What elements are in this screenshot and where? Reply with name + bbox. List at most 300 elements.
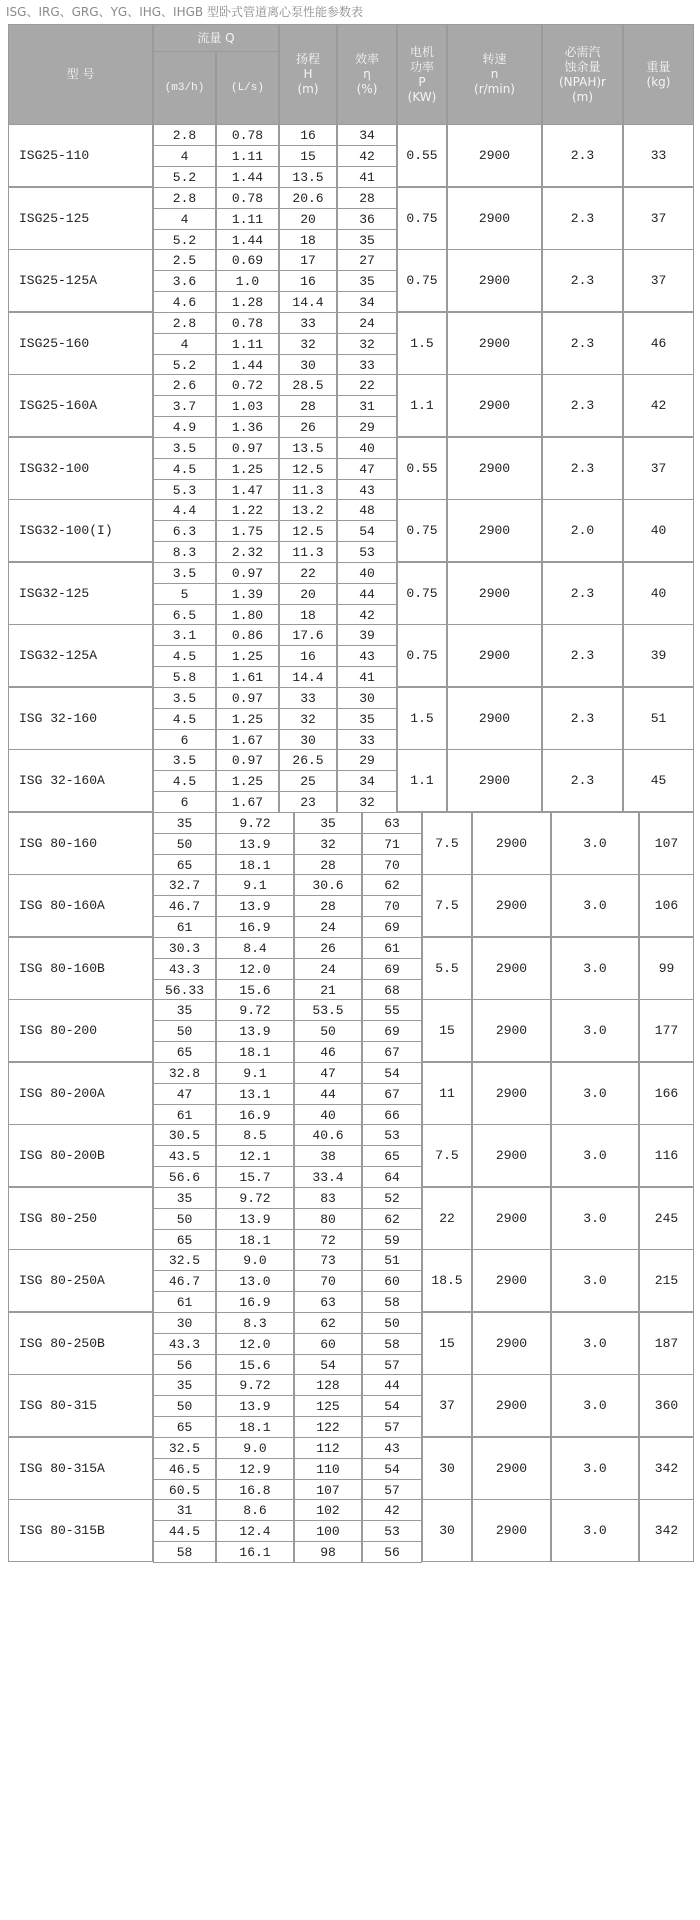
flow-m3h-cell xyxy=(153,249,216,271)
speed-cell-text: 2900 xyxy=(495,898,528,913)
weight-cell-text: 37 xyxy=(650,211,667,226)
weight-cell-text: 40 xyxy=(650,523,667,538)
head-cell-text: 28.5 xyxy=(292,377,324,393)
weight-cell xyxy=(623,124,694,187)
head-cell xyxy=(294,1124,362,1146)
flow-m3h-cell-text: 4 xyxy=(180,211,189,227)
flow-m3h-cell-text: 50 xyxy=(176,836,193,852)
efficiency-cell-text: 62 xyxy=(384,877,400,893)
flow-ls-cell-text: 0.97 xyxy=(231,440,264,456)
speed-cell xyxy=(447,312,542,375)
flow-ls-cell xyxy=(216,812,294,834)
flow-ls-cell-text: 1.44 xyxy=(231,357,264,373)
head-cell xyxy=(279,249,337,271)
flow-m3h-cell-text: 65 xyxy=(176,1044,193,1060)
header-model-text: 型 号 xyxy=(66,67,95,81)
flow-ls-cell xyxy=(216,958,294,980)
head-cell xyxy=(294,1166,362,1188)
flow-m3h-cell-text: 50 xyxy=(176,1398,193,1414)
speed-cell xyxy=(447,187,542,250)
flow-m3h-cell xyxy=(153,1416,216,1438)
flow-ls-cell xyxy=(216,499,279,521)
efficiency-cell-text: 71 xyxy=(384,836,400,852)
efficiency-cell xyxy=(362,895,422,917)
efficiency-cell-text: 58 xyxy=(384,1336,400,1352)
head-cell xyxy=(294,1479,362,1501)
flow-ls-cell-text: 1.11 xyxy=(231,336,264,352)
head-cell xyxy=(279,541,337,563)
efficiency-cell-text: 24 xyxy=(359,315,375,331)
efficiency-cell-text: 33 xyxy=(359,357,375,373)
head-cell-text: 28 xyxy=(320,857,336,873)
efficiency-cell xyxy=(337,562,397,584)
flow-ls-cell-text: 13.9 xyxy=(239,1023,271,1039)
flow-m3h-cell xyxy=(153,124,216,146)
flow-ls-cell xyxy=(216,770,279,792)
head-cell xyxy=(279,645,337,667)
flow-m3h-cell-text: 32.8 xyxy=(168,1065,201,1081)
flow-m3h-cell-text: 46.7 xyxy=(168,1273,201,1289)
flow-ls-cell xyxy=(216,1208,294,1230)
power-cell xyxy=(422,1124,472,1187)
power-cell xyxy=(422,1499,472,1562)
head-cell-text: 26 xyxy=(320,940,336,956)
flow-m3h-cell xyxy=(153,166,216,188)
head-cell-text: 28 xyxy=(320,898,336,914)
head-cell-text: 33 xyxy=(300,315,316,331)
efficiency-cell-text: 67 xyxy=(384,1044,400,1060)
flow-ls-cell-text: 1.67 xyxy=(231,794,264,810)
efficiency-cell-text: 29 xyxy=(359,752,375,768)
head-cell-text: 33 xyxy=(300,690,316,706)
efficiency-cell xyxy=(362,1187,422,1209)
efficiency-cell xyxy=(362,1520,422,1542)
flow-ls-cell-text: 18.1 xyxy=(239,1232,271,1248)
power-cell-text: 0.75 xyxy=(406,211,438,226)
model-cell-text: ISG32-125 xyxy=(19,586,90,601)
header-npsh xyxy=(542,24,623,125)
npsh-cell xyxy=(551,1374,639,1437)
efficiency-cell-text: 53 xyxy=(359,544,375,560)
flow-m3h-cell xyxy=(153,520,216,542)
flow-ls-cell-text: 18.1 xyxy=(239,1419,271,1435)
model-cell xyxy=(8,1437,153,1500)
head-cell xyxy=(294,1458,362,1480)
head-cell xyxy=(294,1291,362,1313)
flow-ls-cell-text: 0.86 xyxy=(231,627,264,643)
flow-ls-cell-text: 9.0 xyxy=(243,1440,267,1456)
flow-m3h-cell xyxy=(153,1395,216,1417)
flow-ls-cell-text: 9.72 xyxy=(239,1190,271,1206)
flow-m3h-cell-text: 3.1 xyxy=(172,627,197,643)
head-cell-text: 112 xyxy=(316,1440,340,1456)
head-cell-text: 62 xyxy=(320,1315,336,1331)
flow-ls-cell xyxy=(216,583,279,605)
flow-ls-cell-text: 1.11 xyxy=(231,148,264,164)
head-cell xyxy=(279,333,337,355)
head-cell-text: 30 xyxy=(300,732,316,748)
flow-m3h-cell xyxy=(153,791,216,813)
npsh-cell-text: 3.0 xyxy=(583,1398,607,1413)
head-cell xyxy=(294,1249,362,1271)
flow-m3h-cell-text: 3.5 xyxy=(172,440,197,456)
flow-m3h-cell-text: 30.3 xyxy=(168,940,201,956)
head-cell xyxy=(294,1145,362,1167)
model-cell-text: ISG32-100 xyxy=(19,461,90,476)
power-cell-text: 22 xyxy=(439,1211,455,1226)
flow-m3h-cell-text: 65 xyxy=(176,1232,193,1248)
flow-m3h-cell xyxy=(153,624,216,646)
efficiency-cell-text: 58 xyxy=(384,1294,400,1310)
flow-ls-cell xyxy=(216,229,279,251)
weight-cell xyxy=(623,499,694,562)
weight-cell xyxy=(623,374,694,437)
head-cell-text: 16 xyxy=(300,273,316,289)
model-cell-text: ISG 80-200B xyxy=(19,1148,105,1163)
efficiency-cell xyxy=(362,1458,422,1480)
header-speed xyxy=(447,24,542,125)
head-cell xyxy=(279,145,337,167)
flow-m3h-cell-text: 6 xyxy=(180,732,189,748)
power-cell-text: 7.5 xyxy=(435,836,459,851)
flow-m3h-cell xyxy=(153,749,216,771)
flow-m3h-cell xyxy=(153,416,216,438)
flow-m3h-cell-text: 5.2 xyxy=(172,232,197,248)
flow-m3h-cell xyxy=(153,833,216,855)
flow-m3h-cell-text: 31 xyxy=(176,1502,193,1518)
head-cell-text: 110 xyxy=(316,1461,340,1477)
flow-m3h-cell xyxy=(153,1374,216,1396)
power-cell xyxy=(397,499,447,562)
head-cell xyxy=(294,1104,362,1126)
npsh-cell xyxy=(551,1124,639,1187)
speed-cell-text: 2900 xyxy=(495,961,528,976)
efficiency-cell-text: 52 xyxy=(384,1190,400,1206)
weight-cell xyxy=(639,1249,694,1312)
flow-ls-cell-text: 12.0 xyxy=(239,1336,271,1352)
efficiency-cell-text: 31 xyxy=(359,398,375,414)
model-cell xyxy=(8,499,153,562)
flow-ls-cell xyxy=(216,1124,294,1146)
model-cell xyxy=(8,312,153,375)
head-cell-text: 12.5 xyxy=(292,523,324,539)
efficiency-cell xyxy=(362,1104,422,1126)
head-cell-text: 72 xyxy=(320,1232,336,1248)
head-cell-text: 23 xyxy=(300,794,316,810)
flow-m3h-cell-text: 50 xyxy=(176,1023,193,1039)
efficiency-cell-text: 69 xyxy=(384,961,400,977)
head-cell xyxy=(294,874,362,896)
flow-ls-cell-text: 1.75 xyxy=(231,523,264,539)
flow-m3h-cell xyxy=(153,562,216,584)
speed-cell xyxy=(447,374,542,437)
header-power-text: 电机 功率 P (KW) xyxy=(407,44,437,104)
flow-ls-cell xyxy=(216,1374,294,1396)
flow-ls-cell xyxy=(216,416,279,438)
flow-ls-cell-text: 1.36 xyxy=(231,419,264,435)
power-cell-text: 11 xyxy=(439,1086,455,1101)
weight-cell-text: 51 xyxy=(650,711,667,726)
flow-m3h-cell-text: 8.3 xyxy=(172,544,197,560)
flow-m3h-cell-text: 4.5 xyxy=(172,648,197,664)
flow-m3h-cell xyxy=(153,1041,216,1063)
flow-m3h-cell xyxy=(153,479,216,501)
flow-ls-cell-text: 8.3 xyxy=(243,1315,267,1331)
head-cell xyxy=(279,729,337,751)
efficiency-cell-text: 43 xyxy=(384,1440,400,1456)
efficiency-cell-text: 54 xyxy=(359,523,375,539)
weight-cell-text: 99 xyxy=(658,961,675,976)
power-cell-text: 0.75 xyxy=(406,586,438,601)
power-cell xyxy=(422,812,472,875)
pump-performance-table xyxy=(8,24,694,1914)
flow-ls-cell-text: 0.72 xyxy=(231,377,264,393)
flow-ls-cell xyxy=(216,166,279,188)
flow-ls-cell-text: 9.72 xyxy=(239,1002,271,1018)
power-cell-text: 7.5 xyxy=(435,1148,459,1163)
flow-m3h-cell xyxy=(153,1124,216,1146)
head-cell-text: 47 xyxy=(320,1065,336,1081)
head-cell xyxy=(294,1437,362,1459)
efficiency-cell-text: 32 xyxy=(359,794,375,810)
flow-m3h-cell xyxy=(153,937,216,959)
speed-cell-text: 2900 xyxy=(478,148,511,163)
flow-ls-cell-text: 0.78 xyxy=(231,315,264,331)
model-cell-text: ISG 80-315B xyxy=(19,1523,105,1538)
efficiency-cell-text: 47 xyxy=(359,461,375,477)
efficiency-cell-text: 61 xyxy=(384,940,400,956)
flow-ls-cell xyxy=(216,1291,294,1313)
flow-ls-cell xyxy=(216,145,279,167)
head-cell xyxy=(279,312,337,334)
flow-ls-cell xyxy=(216,666,279,688)
flow-ls-cell-text: 1.80 xyxy=(231,607,264,623)
efficiency-cell xyxy=(362,1041,422,1063)
head-cell-text: 13.5 xyxy=(292,440,324,456)
weight-cell xyxy=(623,687,694,750)
flow-ls-cell xyxy=(216,645,279,667)
model-cell xyxy=(8,937,153,1000)
head-cell-text: 20 xyxy=(300,586,316,602)
flow-ls-cell xyxy=(216,1062,294,1084)
head-cell xyxy=(294,1520,362,1542)
flow-m3h-cell-text: 56 xyxy=(176,1357,193,1373)
speed-cell-text: 2900 xyxy=(495,1523,528,1538)
header-flow-ls-text: (L/s) xyxy=(230,81,264,94)
flow-ls-cell xyxy=(216,1270,294,1292)
head-cell-text: 50 xyxy=(320,1023,336,1039)
model-cell-text: ISG 80-250B xyxy=(19,1336,105,1351)
flow-ls-cell xyxy=(216,1083,294,1105)
power-cell-text: 0.75 xyxy=(406,523,438,538)
efficiency-cell-text: 44 xyxy=(359,586,375,602)
flow-m3h-cell xyxy=(153,1499,216,1521)
efficiency-cell-text: 53 xyxy=(384,1523,400,1539)
weight-cell xyxy=(623,624,694,687)
flow-m3h-cell xyxy=(153,374,216,396)
head-cell xyxy=(294,916,362,938)
npsh-cell xyxy=(551,1062,639,1125)
head-cell-text: 32 xyxy=(300,336,316,352)
head-cell-text: 17.6 xyxy=(292,627,324,643)
efficiency-cell-text: 35 xyxy=(359,232,375,248)
weight-cell xyxy=(623,312,694,375)
model-cell-text: ISG25-160 xyxy=(19,336,90,351)
speed-cell xyxy=(447,124,542,187)
head-cell xyxy=(294,1062,362,1084)
flow-ls-cell-text: 8.5 xyxy=(243,1127,267,1143)
head-cell-text: 21 xyxy=(320,982,336,998)
efficiency-cell xyxy=(337,541,397,563)
flow-ls-cell xyxy=(216,749,279,771)
header-head xyxy=(279,24,337,125)
flow-ls-cell-text: 2.32 xyxy=(231,544,264,560)
flow-m3h-cell xyxy=(153,854,216,876)
efficiency-cell xyxy=(337,645,397,667)
flow-m3h-cell-text: 58 xyxy=(176,1544,193,1560)
flow-m3h-cell xyxy=(153,604,216,626)
flow-m3h-cell-text: 4 xyxy=(180,148,189,164)
npsh-cell xyxy=(542,312,623,375)
efficiency-cell xyxy=(337,374,397,396)
head-cell xyxy=(294,1312,362,1334)
efficiency-cell-text: 35 xyxy=(359,711,375,727)
flow-m3h-cell xyxy=(153,208,216,230)
speed-cell xyxy=(472,1499,551,1562)
speed-cell xyxy=(447,499,542,562)
npsh-cell-text: 2.3 xyxy=(570,336,595,351)
head-cell xyxy=(294,833,362,855)
flow-m3h-cell xyxy=(153,1249,216,1271)
flow-ls-cell-text: 1.25 xyxy=(231,648,264,664)
npsh-cell xyxy=(542,624,623,687)
efficiency-cell xyxy=(362,937,422,959)
flow-m3h-cell-text: 46.5 xyxy=(168,1461,201,1477)
speed-cell-text: 2900 xyxy=(495,836,528,851)
power-cell-text: 7.5 xyxy=(435,898,459,913)
flow-ls-cell-text: 1.25 xyxy=(231,773,264,789)
efficiency-cell xyxy=(362,1062,422,1084)
head-cell xyxy=(279,708,337,730)
weight-cell xyxy=(639,999,694,1062)
weight-cell xyxy=(639,1187,694,1250)
flow-ls-cell-text: 1.61 xyxy=(231,669,264,685)
model-cell xyxy=(8,1062,153,1125)
flow-m3h-cell-text: 5.8 xyxy=(172,669,197,685)
efficiency-cell-text: 60 xyxy=(384,1273,400,1289)
efficiency-cell xyxy=(337,770,397,792)
npsh-cell xyxy=(551,937,639,1000)
flow-ls-cell xyxy=(216,291,279,313)
flow-ls-cell-text: 15.6 xyxy=(239,1357,271,1373)
flow-ls-cell xyxy=(216,624,279,646)
model-cell xyxy=(8,1249,153,1312)
head-cell xyxy=(294,1020,362,1042)
flow-m3h-cell-text: 65 xyxy=(176,1419,193,1435)
head-cell xyxy=(294,999,362,1021)
efficiency-cell xyxy=(337,479,397,501)
weight-cell xyxy=(639,1062,694,1125)
flow-ls-cell xyxy=(216,1020,294,1042)
weight-cell xyxy=(639,1437,694,1500)
flow-m3h-cell xyxy=(153,1437,216,1459)
power-cell xyxy=(397,749,447,812)
efficiency-cell-text: 39 xyxy=(359,627,375,643)
head-cell-text: 11.3 xyxy=(292,544,324,560)
weight-cell xyxy=(639,1124,694,1187)
npsh-cell xyxy=(551,1437,639,1500)
efficiency-cell-text: 53 xyxy=(384,1127,400,1143)
speed-cell xyxy=(472,999,551,1062)
speed-cell-text: 2900 xyxy=(478,523,511,538)
speed-cell-text: 2900 xyxy=(478,648,511,663)
flow-m3h-cell xyxy=(153,645,216,667)
npsh-cell xyxy=(542,124,623,187)
head-cell xyxy=(279,604,337,626)
head-cell xyxy=(279,208,337,230)
flow-ls-cell xyxy=(216,1166,294,1188)
head-cell xyxy=(279,187,337,209)
power-cell xyxy=(397,187,447,250)
speed-cell xyxy=(447,687,542,750)
efficiency-cell-text: 40 xyxy=(359,565,375,581)
speed-cell-text: 2900 xyxy=(495,1086,528,1101)
speed-cell xyxy=(472,1374,551,1437)
flow-ls-cell xyxy=(216,791,279,813)
flow-ls-cell-text: 9.1 xyxy=(243,877,267,893)
flow-m3h-cell xyxy=(153,958,216,980)
head-cell-text: 38 xyxy=(320,1148,336,1164)
weight-cell xyxy=(623,437,694,500)
model-cell xyxy=(8,187,153,250)
npsh-cell xyxy=(542,249,623,312)
model-cell-text: ISG 80-160 xyxy=(19,836,98,851)
efficiency-cell-text: 34 xyxy=(359,773,375,789)
header-head-text: 扬程 H (m) xyxy=(295,52,320,96)
flow-m3h-cell-text: 46.7 xyxy=(168,898,201,914)
efficiency-cell xyxy=(362,1395,422,1417)
head-cell-text: 18 xyxy=(300,607,316,623)
flow-ls-cell xyxy=(216,1458,294,1480)
efficiency-cell-text: 54 xyxy=(384,1398,400,1414)
power-cell xyxy=(397,437,447,500)
speed-cell xyxy=(472,1062,551,1125)
flow-ls-cell-text: 1.28 xyxy=(231,294,264,310)
efficiency-cell-text: 57 xyxy=(384,1482,400,1498)
speed-cell xyxy=(447,249,542,312)
npsh-cell xyxy=(542,687,623,750)
flow-m3h-cell xyxy=(153,1187,216,1209)
flow-ls-cell xyxy=(216,1312,294,1334)
flow-m3h-cell xyxy=(153,145,216,167)
efficiency-cell-text: 67 xyxy=(384,1086,400,1102)
power-cell xyxy=(422,1374,472,1437)
model-cell xyxy=(8,374,153,437)
head-cell-text: 24 xyxy=(320,919,336,935)
flow-m3h-cell-text: 35 xyxy=(176,1190,193,1206)
flow-ls-cell xyxy=(216,999,294,1021)
flow-ls-cell-text: 0.97 xyxy=(231,752,264,768)
flow-ls-cell xyxy=(216,1541,294,1563)
flow-ls-cell xyxy=(216,895,294,917)
efficiency-cell-text: 30 xyxy=(359,690,375,706)
flow-m3h-cell xyxy=(153,437,216,459)
npsh-cell xyxy=(551,1249,639,1312)
flow-ls-cell-text: 0.78 xyxy=(231,127,264,143)
flow-ls-cell xyxy=(216,1499,294,1521)
head-cell xyxy=(279,749,337,771)
head-cell xyxy=(279,354,337,376)
